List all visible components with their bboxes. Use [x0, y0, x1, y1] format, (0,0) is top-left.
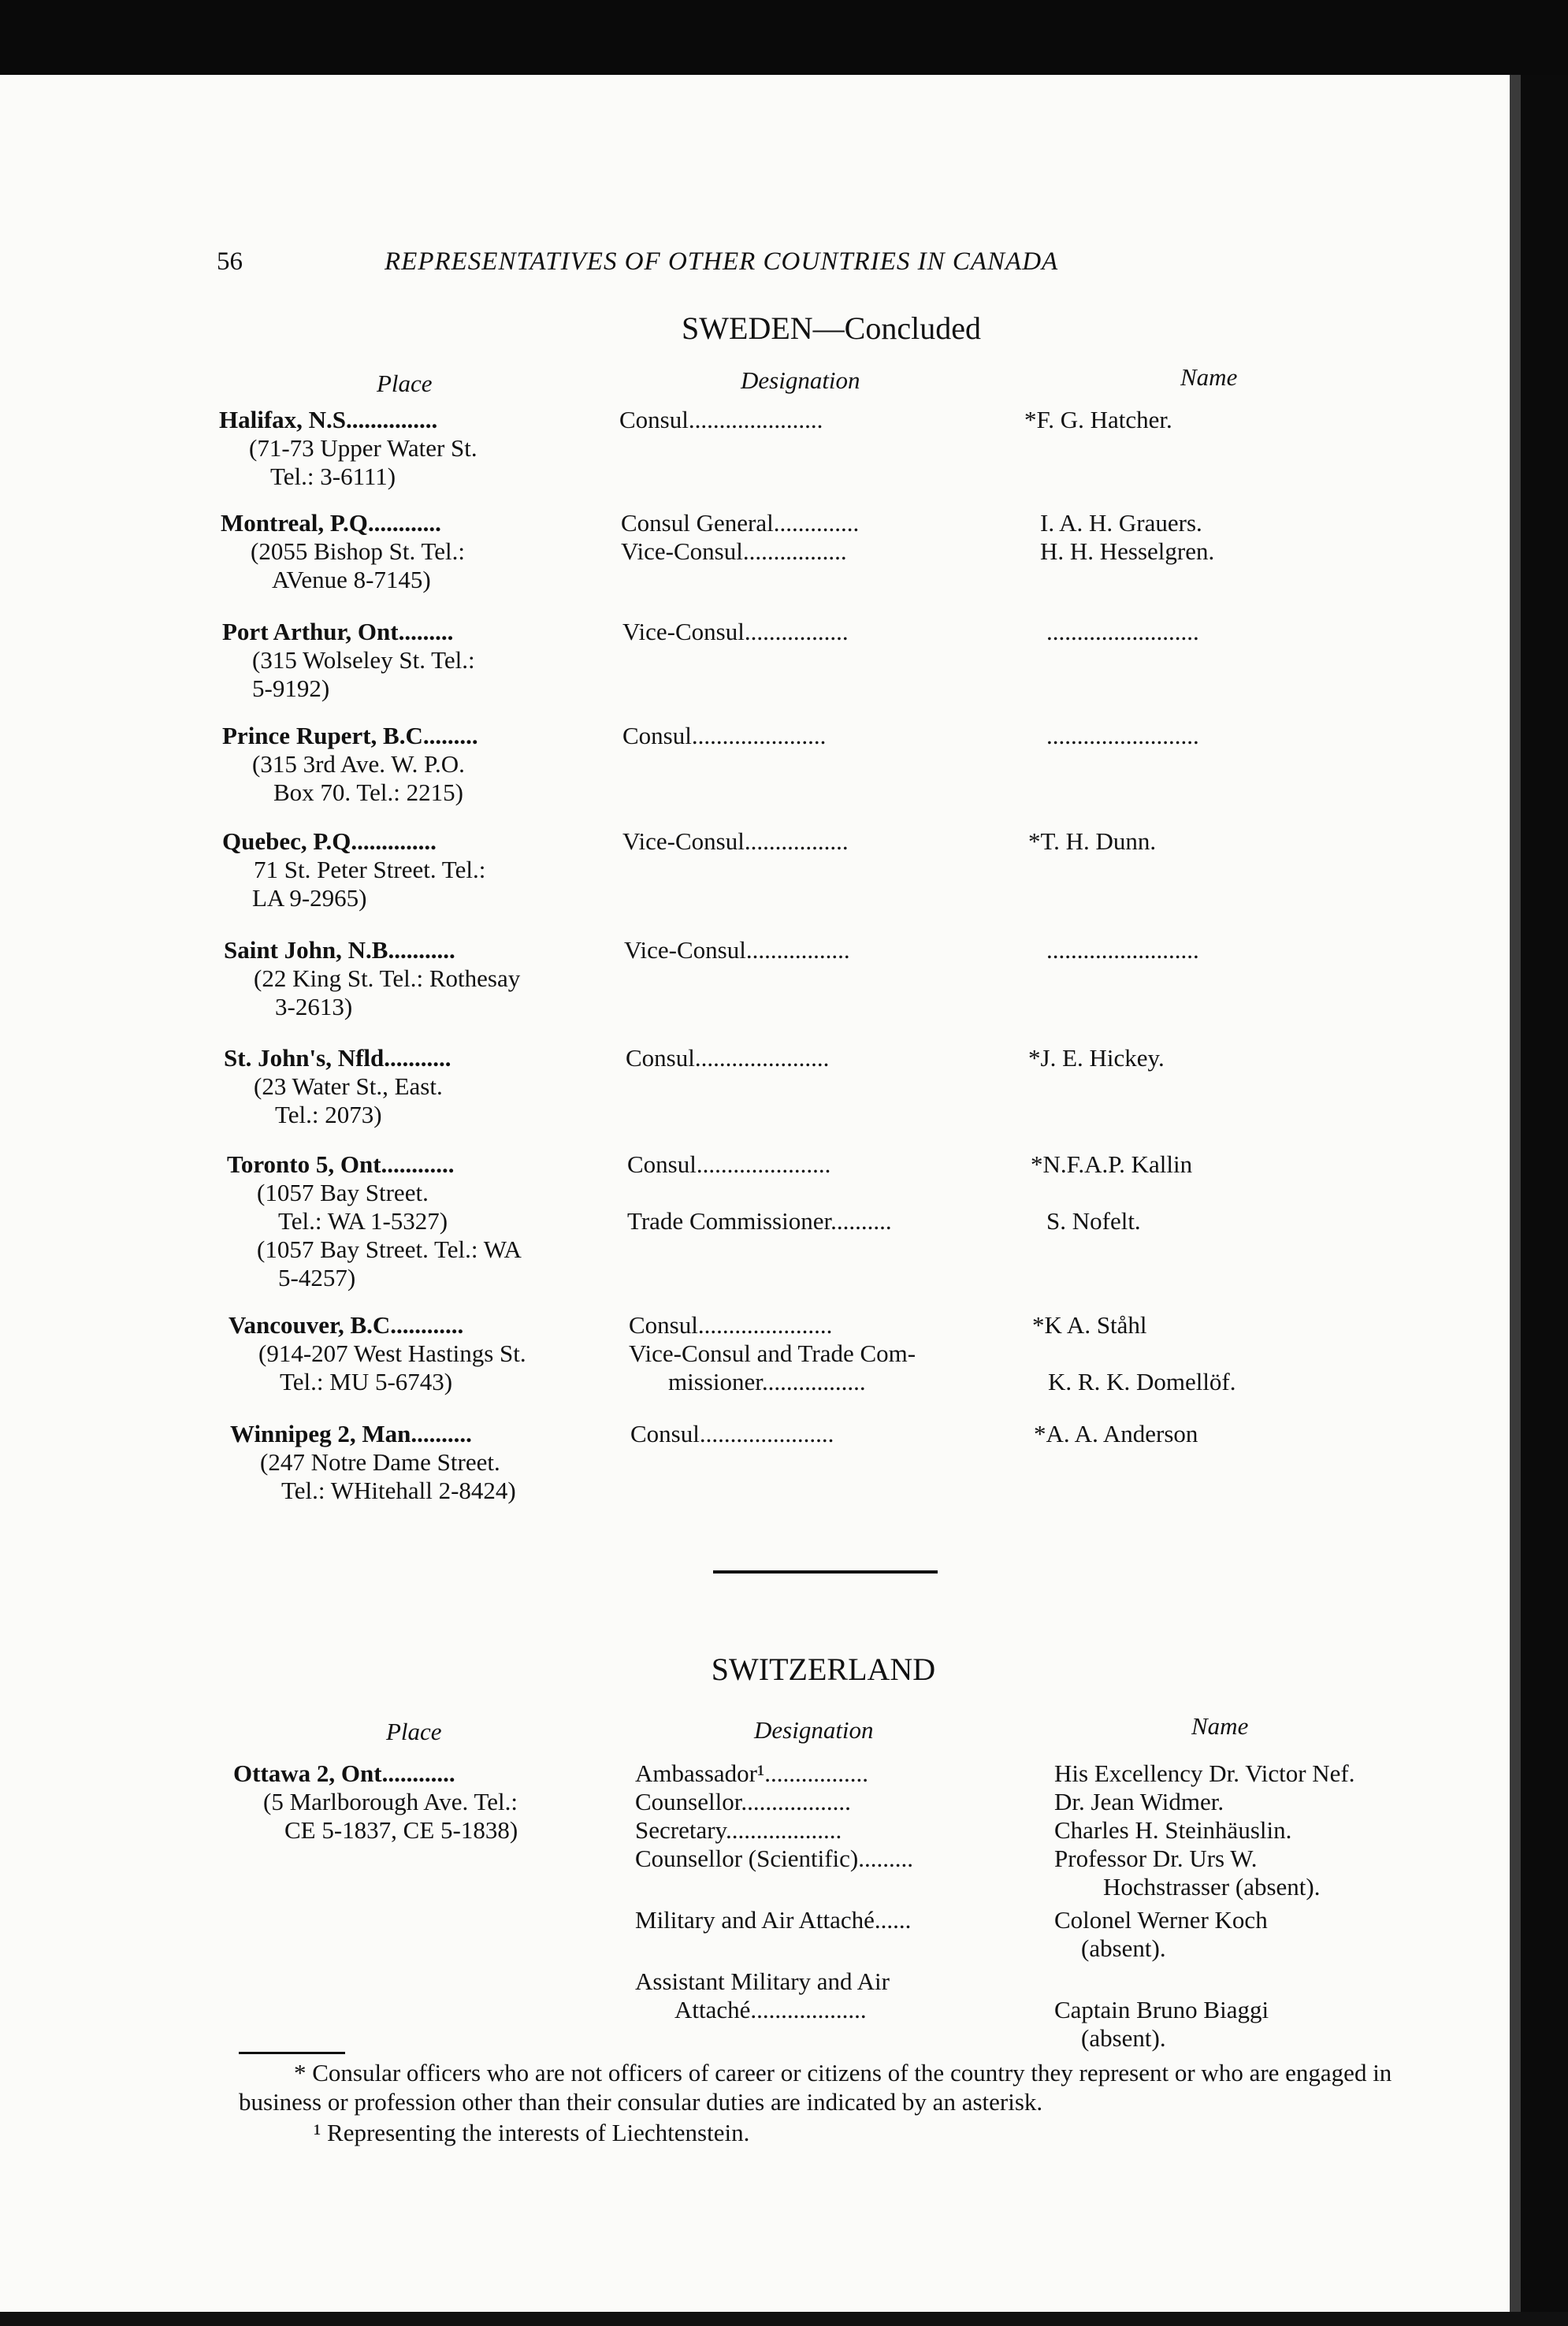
place-address: Tel.: WA 1-5327) [278, 1207, 448, 1235]
place-address: (247 Notre Dame Street. [260, 1448, 500, 1476]
place-name: Toronto 5, Ont............ [227, 1150, 455, 1178]
designation: Vice-Consul................. [622, 618, 849, 645]
officer-name: S. Nofelt. [1046, 1207, 1141, 1235]
place-name: Ottawa 2, Ont............ [233, 1759, 455, 1787]
place-address: (23 Water St., East. [254, 1072, 443, 1100]
designation: Military and Air Attaché...... [635, 1906, 912, 1934]
place-name: Port Arthur, Ont......... [222, 618, 454, 645]
place-name: Vancouver, B.C............ [229, 1311, 464, 1339]
place-address: (914-207 West Hastings St. [258, 1339, 526, 1367]
place-address: Tel.: WHitehall 2-8424) [281, 1477, 516, 1504]
place-name: Prince Rupert, B.C......... [222, 722, 478, 749]
place-address: (315 3rd Ave. W. P.O. [252, 750, 465, 778]
designation: Consul...................... [622, 722, 827, 749]
footnote-one: ¹ Representing the interests of Liechtenstein. [314, 2119, 750, 2146]
place-address: AVenue 8-7145) [272, 566, 431, 593]
place-name: Winnipeg 2, Man.......... [230, 1420, 472, 1447]
designation: Trade Commissioner.......... [627, 1207, 892, 1235]
officer-name: Hochstrasser (absent). [1103, 1873, 1321, 1901]
footnotes [239, 2058, 1421, 2147]
designation-column-header: Designation [741, 366, 860, 394]
place-address: (1057 Bay Street. Tel.: WA [257, 1235, 522, 1263]
running-head: REPRESENTATIVES OF OTHER COUNTRIES IN CANADA [385, 247, 1059, 276]
officer-name: K. R. K. Domellöf. [1048, 1368, 1236, 1395]
designation: missioner................. [668, 1368, 866, 1395]
place-address: 3-2613) [275, 993, 353, 1020]
officer-name: *J. E. Hickey. [1028, 1044, 1165, 1072]
place-address: (22 King St. Tel.: Rothesay [254, 964, 521, 992]
place-address: (1057 Bay Street. [257, 1179, 429, 1206]
designation: Ambassador¹................. [635, 1759, 869, 1787]
place-address: 5-4257) [278, 1264, 356, 1291]
scan-border-right [1521, 75, 1568, 2326]
place-column-header: Place [386, 1718, 442, 1745]
officer-name: Colonel Werner Koch [1054, 1906, 1268, 1934]
designation: Vice-Consul................. [624, 936, 850, 964]
designation: Counsellor.................. [635, 1788, 851, 1815]
place-address: 5-9192) [252, 674, 330, 702]
designation: Vice-Consul................. [621, 537, 847, 565]
officer-name: *T. H. Dunn. [1028, 827, 1157, 855]
place-address: 71 St. Peter Street. Tel.: [254, 856, 486, 883]
designation: Consul...................... [619, 406, 823, 433]
place-address: (2055 Bishop St. Tel.: [251, 537, 465, 565]
designation: Assistant Military and Air [635, 1967, 890, 1995]
place-address: Tel.: 2073) [275, 1101, 382, 1128]
place-address: (315 Wolseley St. Tel.: [252, 646, 475, 674]
footnote-rule [239, 2052, 345, 2054]
officer-name: Professor Dr. Urs W. [1054, 1845, 1258, 1872]
place-name: Quebec, P.Q.............. [222, 827, 437, 855]
designation: Consul General.............. [621, 509, 860, 537]
scan-border-top [0, 0, 1568, 75]
officer-name: His Excellency Dr. Victor Nef. [1054, 1759, 1355, 1787]
place-address: Tel.: MU 5-6743) [280, 1368, 453, 1395]
scan-border-bottom [0, 2312, 1568, 2326]
officer-name-blank: ......................... [1046, 618, 1199, 645]
officer-name-blank: ......................... [1046, 722, 1199, 749]
name-column-header: Name [1191, 1712, 1249, 1740]
section-divider [713, 1570, 938, 1574]
officer-name: (absent). [1081, 1934, 1166, 1962]
officer-name: Captain Bruno Biaggi [1054, 1996, 1269, 2023]
designation-column-header: Designation [754, 1716, 874, 1744]
switzerland-title: SWITZERLAND [711, 1652, 936, 1687]
place-name: Montreal, P.Q............ [221, 509, 441, 537]
scan-border-right-edge [1510, 75, 1521, 2326]
sweden-title: SWEDEN—Concluded [682, 310, 981, 346]
designation: Consul...................... [626, 1044, 830, 1072]
designation: Consul...................... [630, 1420, 834, 1447]
place-address: Tel.: 3-6111) [270, 463, 396, 490]
name-column-header: Name [1180, 363, 1238, 391]
designation: Consul...................... [627, 1150, 831, 1178]
designation: Counsellor (Scientific)......... [635, 1845, 913, 1872]
place-column-header: Place [377, 370, 433, 397]
officer-name: H. H. Hesselgren. [1040, 537, 1215, 565]
designation: Secretary................... [635, 1816, 842, 1844]
officer-name: Charles H. Steinhäuslin. [1054, 1816, 1292, 1844]
officer-name: *N.F.A.P. Kallin [1031, 1150, 1193, 1178]
officer-name: *A. A. Anderson [1034, 1420, 1198, 1447]
designation: Consul...................... [629, 1311, 833, 1339]
place-address: CE 5-1837, CE 5-1838) [284, 1816, 518, 1844]
place-name: St. John's, Nfld........... [224, 1044, 451, 1072]
place-name: Halifax, N.S............... [219, 406, 438, 433]
place-address: LA 9-2965) [252, 884, 367, 912]
page-number: 56 [217, 247, 243, 276]
officer-name-blank: ......................... [1046, 936, 1199, 964]
officer-name [1032, 1339, 1236, 1368]
footnote-asterisk: * Consular officers who are not officers of career or citizens of the country they represent or who are engaged in business or profession other than their consular duties are indicated by an asterisk. [239, 2059, 1392, 2116]
officer-name: (absent). [1081, 2024, 1166, 2052]
officer-name: I. A. H. Grauers. [1040, 509, 1202, 537]
place-name: Saint John, N.B........... [224, 936, 455, 964]
officer-name: Dr. Jean Widmer. [1054, 1788, 1224, 1815]
place-address: (71-73 Upper Water St. [249, 434, 477, 462]
officer-name: *K A. Ståhl [1032, 1311, 1147, 1339]
place-address: Box 70. Tel.: 2215) [273, 778, 463, 806]
place-address: (5 Marlborough Ave. Tel.: [263, 1788, 518, 1815]
officer-name: *F. G. Hatcher. [1024, 406, 1172, 433]
designation: Vice-Consul and Trade Com- [629, 1339, 916, 1367]
designation: Attaché................... [674, 1996, 867, 2023]
designation: Vice-Consul................. [622, 827, 849, 855]
